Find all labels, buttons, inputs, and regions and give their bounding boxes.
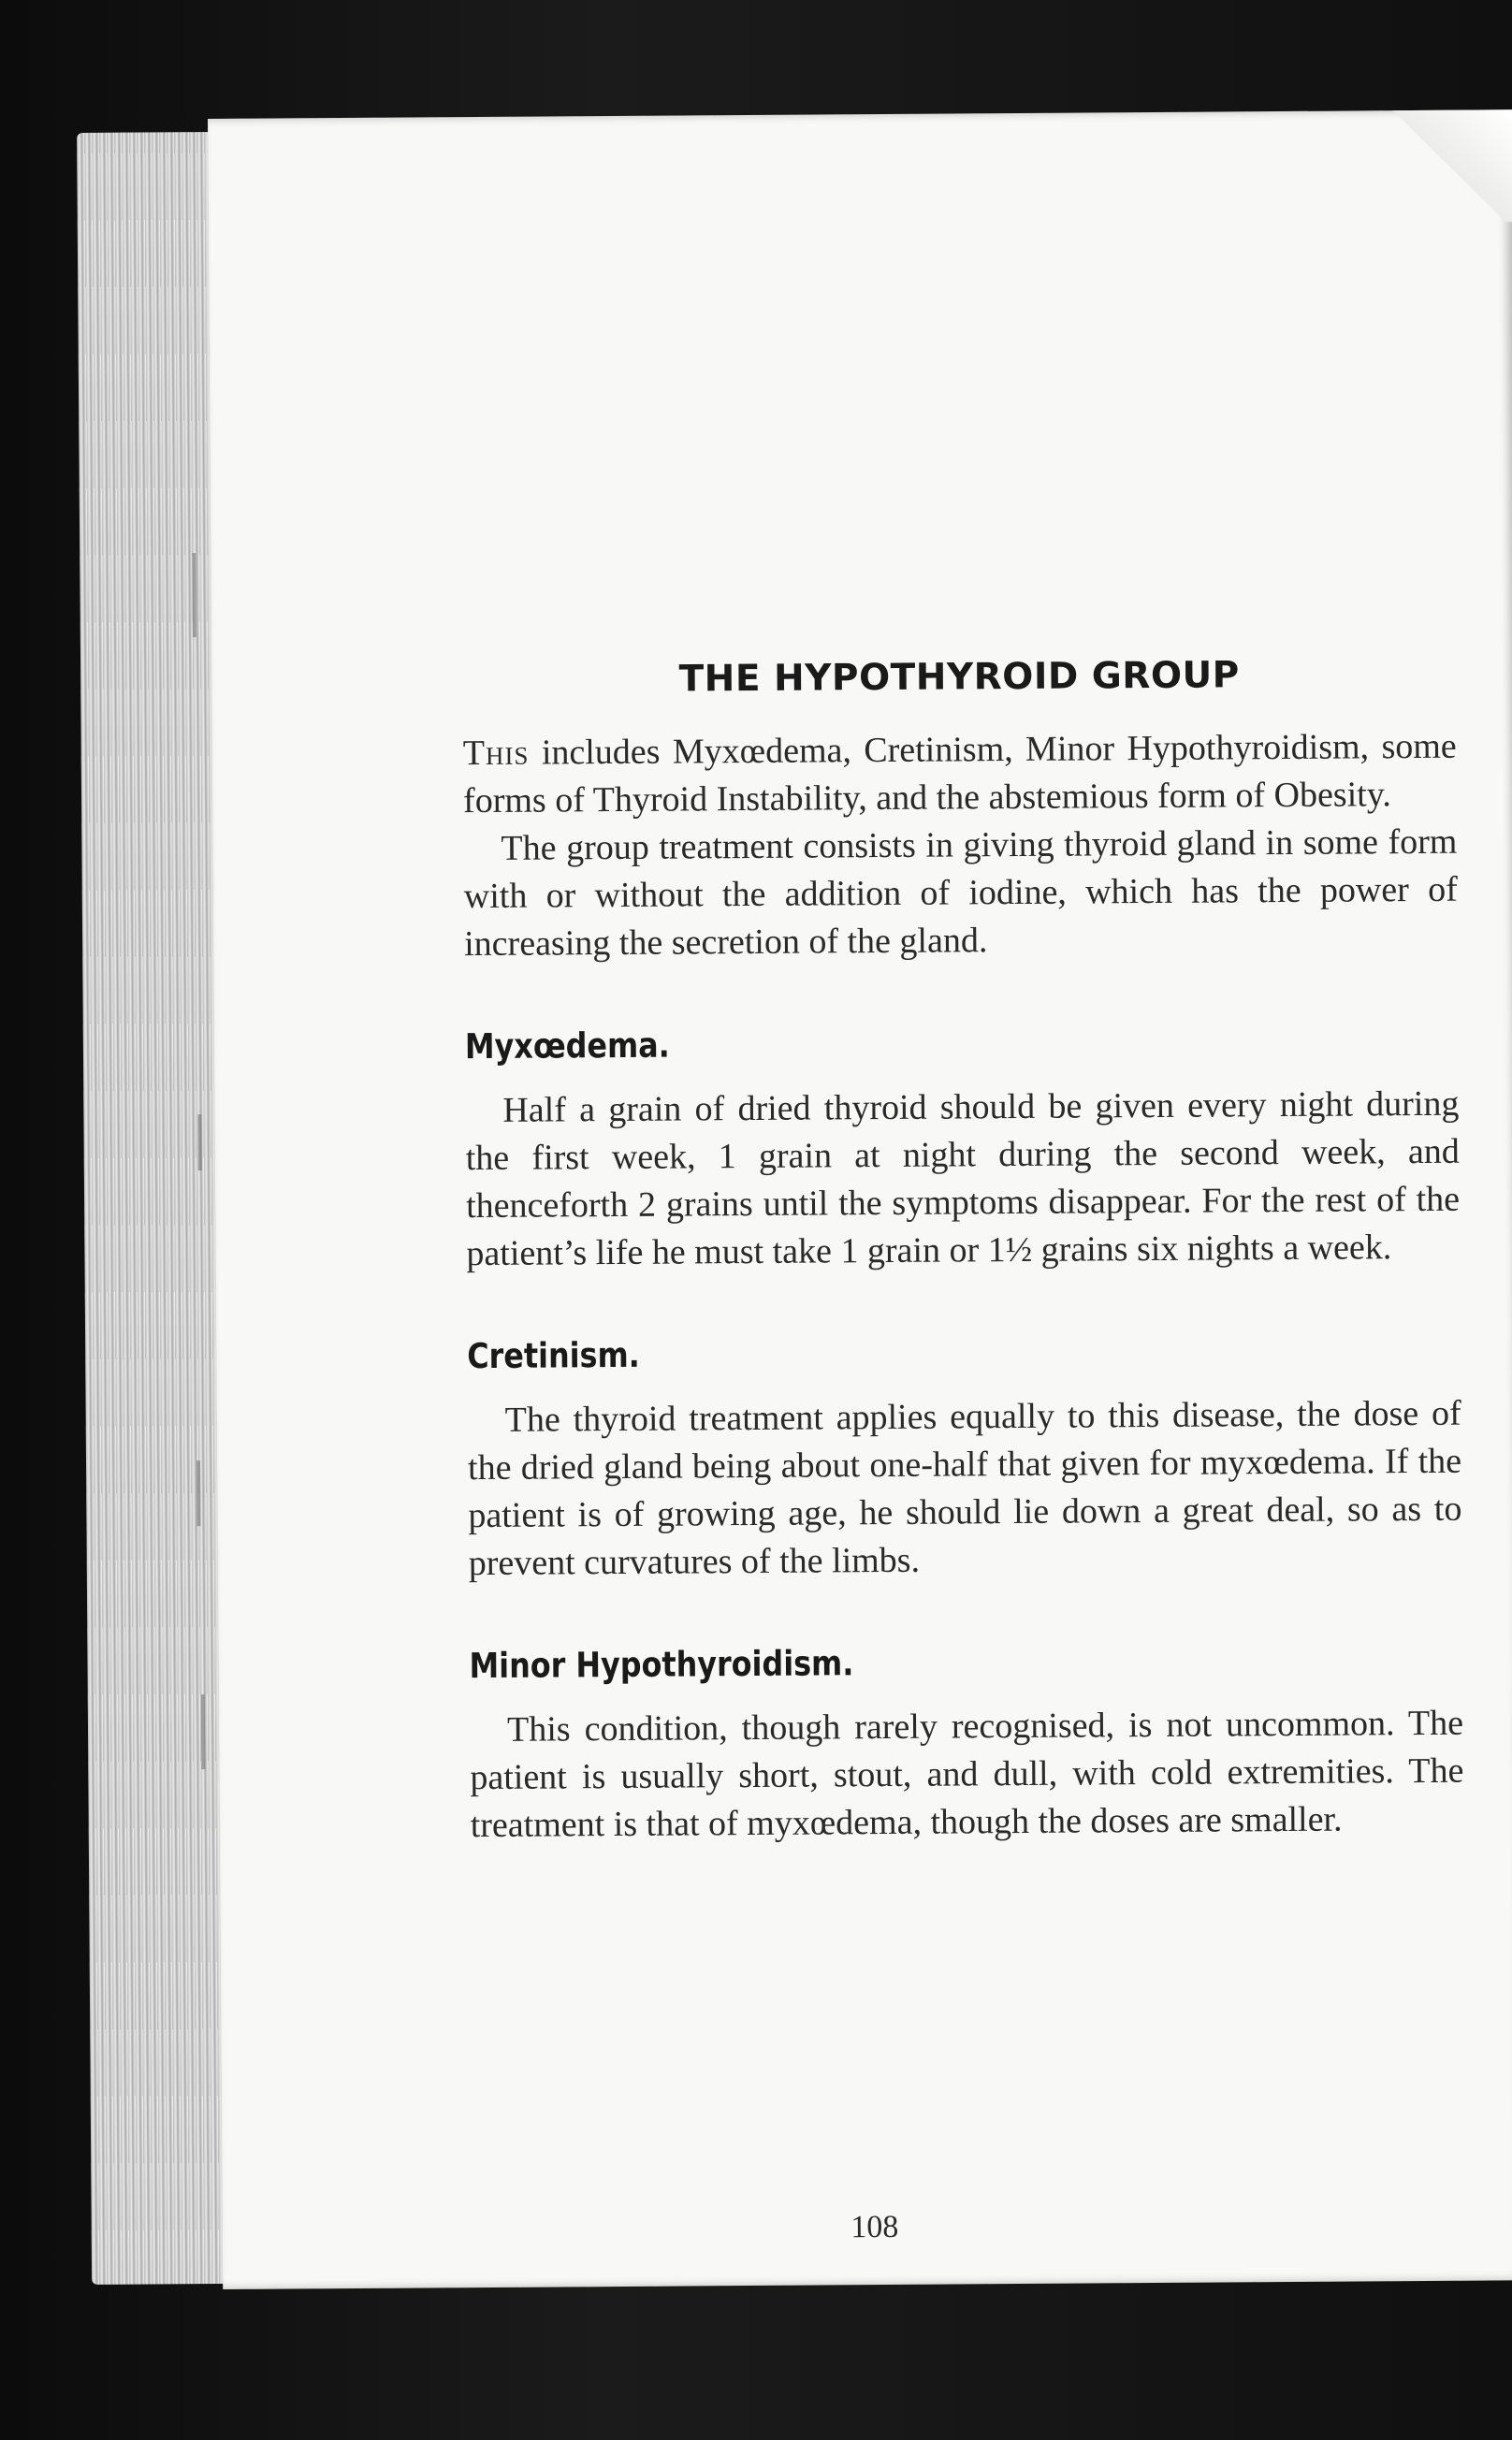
section-heading-minor-hypothyroidism: Minor Hypothyroidism. <box>469 1643 854 1687</box>
edge-mark <box>196 1460 200 1526</box>
intro-text: includes Myxœdema, Cretinism, Minor Hypothyroidism, some forms of Thyroid Instability, and the abstemious form of Obesity. <box>462 726 1457 821</box>
edge-mark <box>197 1114 201 1170</box>
page-number: 108 <box>850 2209 899 2245</box>
section-heading-cretinism: Cretinism. <box>467 1334 640 1377</box>
section-heading-myxoedema: Myxœdema. <box>464 1024 670 1068</box>
page-text <box>462 653 1464 1850</box>
edge-mark <box>201 1694 206 1769</box>
section-text-myxoedema: Half a grain of dried thyroid should be given every night during the first week, 1 grain at night during the second week, and thenceforth 2 grains until the symptoms disappear. For the rest of the patient’s life he must take 1 grain or 1½ grains six nights a week. <box>465 1083 1461 1274</box>
section-text-minor-hypothyroidism: This condition, though rarely recognised, is not uncommon. The patient is usually short, stout, and dull, with cold extremities. The treatment is that of myxœdema, though the doses are smaller. <box>470 1703 1464 1846</box>
section-text-cretinism: The thyroid treatment applies equally to this disease, the dose of the dried gland being about one-half that given for myxœdema. If the patient is of growing age, he should lie down a great deal, so as to prevent curvatures of the limbs. <box>467 1393 1462 1584</box>
edge-mark <box>192 553 196 637</box>
page-corner <box>1362 109 1512 223</box>
chapter-title: THE HYPOTHYROID GROUP <box>678 654 1240 701</box>
intro-paragraph <box>463 723 1458 825</box>
book-page <box>208 109 1512 2289</box>
book <box>77 109 1512 2300</box>
intro-lead-word: This <box>462 733 530 774</box>
treatment-paragraph: The group treatment consists in giving thyroid gland in some form with or without the addition of iodine, which has the power of increasing the secretion of the gland. <box>463 821 1458 965</box>
page-edges <box>77 132 232 2285</box>
